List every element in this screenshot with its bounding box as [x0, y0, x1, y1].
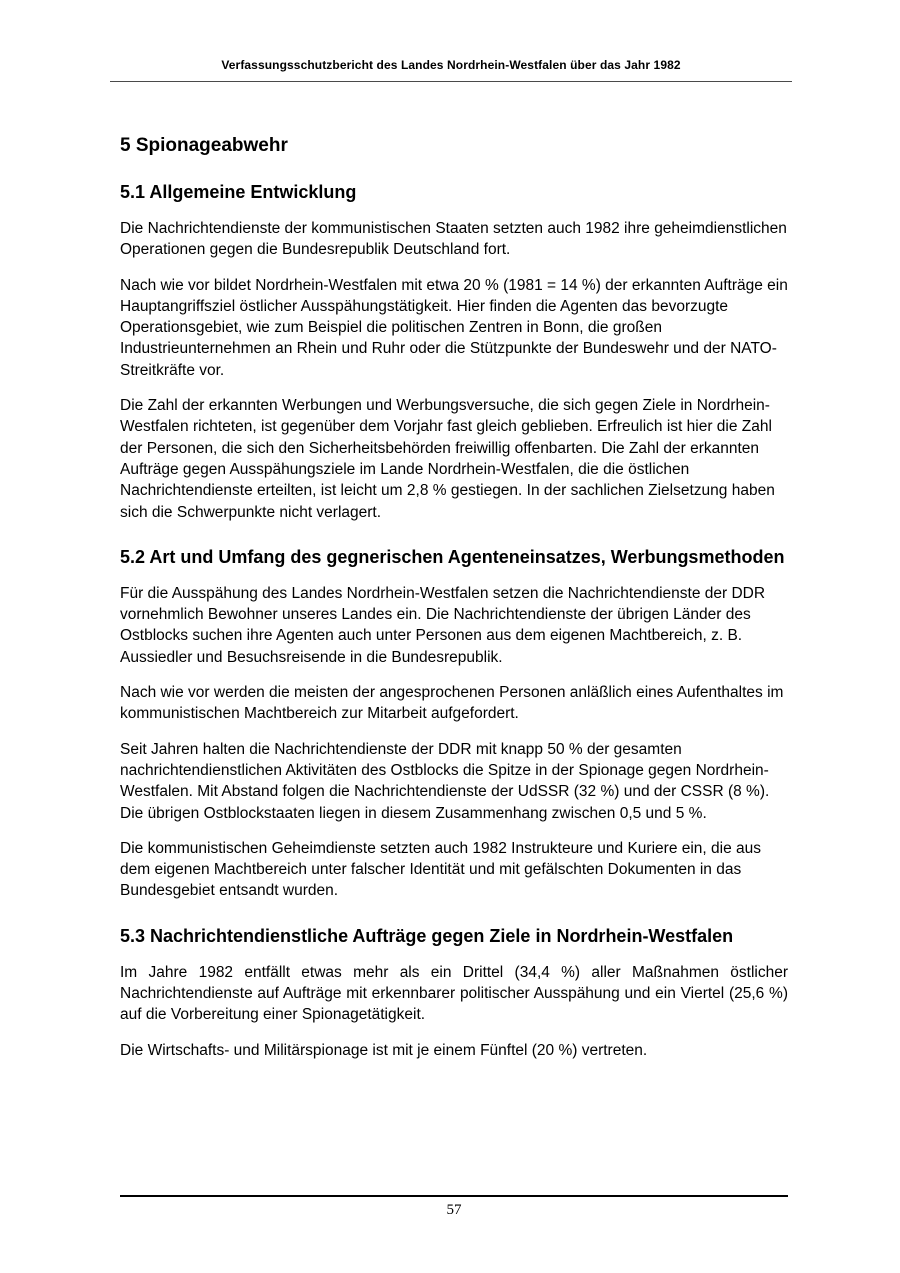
paragraph: Nach wie vor bildet Nordrhein-Westfalen mit etwa 20 % (1981 = 14 %) der erkannten Aufträge ein Hauptangriffsziel östlicher Ausspähungstätigkeit. Hier finden die Agenten das bevorzugte Operationsgebiet, wie zum Beispiel die politischen Zentren in Bonn, die großen Industrieunternehmen an Rhein und Ruhr oder die Stützpunkte der Bundeswehr und der NATO-Streitkräfte vor. — [120, 276, 788, 379]
header-rule — [110, 81, 792, 82]
paragraph: Die kommunistischen Geheimdienste setzten auch 1982 Instrukteure und Kuriere ein, die aus dem eigenen Machtbereich unter falscher Identität und mit gefälschten Dokumenten in das Bundesgebiet entsandt wurden. — [120, 839, 762, 900]
running-head-title: Verfassungsschutzbericht des Landes Nordrhein-Westfalen über das Jahr 1982 — [221, 58, 681, 72]
paragraph: Die Zahl der erkannten Werbungen und Werbungsversuche, die sich gegen Ziele in Nordrhein-Westfalen richteten, ist gegenüber dem Vorjahr fast gleich geblieben. Erfreulich ist hier die Zahl der Personen, die sich den Sicherheitsbehörden freiwillig offenbarten. Die Zahl der erkannten Aufträge gegen Ausspähungsziele im Lande Nordrhein-Westfalen, die die östlichen Nachrichtendienste erteilten, ist leicht um 2,8 % gestiegen. In der sachlichen Zielsetzung haben sich die Schwerpunkte nicht verlagert. — [120, 397, 775, 521]
section-heading-5-2: 5.2 Art und Umfang des gegnerischen Agenteneinsatzes, Werbungsmethoden — [120, 546, 785, 567]
page-number: 57 — [446, 1202, 462, 1218]
page-footer — [120, 1195, 788, 1219]
paragraph: Nach wie vor werden die meisten der angesprochenen Personen anläßlich eines Aufenthaltes im kommunistischen Machtbereich zur Mitarbeit aufgefordert. — [120, 684, 784, 723]
page-header — [110, 58, 792, 82]
paragraph: Die Wirtschafts- und Militärspionage ist mit je einem Fünftel (20 %) vertreten. — [120, 1041, 648, 1059]
paragraph: Für die Ausspähung des Landes Nordrhein-Westfalen setzen die Nachrichtendienste der DDR vornehmlich Bewohner unseres Landes ein. Die Nachrichtendienste der übrigen Länder des Ostblocks suchen ihre Agenten auch unter Personen aus dem eigenen Machtbereich, z. B. Aussiedler und Besuchsreisende in die Bundesrepublik. — [120, 584, 766, 666]
section-heading-5-3: 5.3 Nachrichtendienstliche Aufträge gegen Ziele in Nordrhein-Westfalen — [120, 925, 734, 946]
chapter-heading: 5 Spionageabwehr — [120, 135, 288, 156]
paragraph: Die Nachrichtendienste der kommunistischen Staaten setzten auch 1982 ihre geheimdienstlichen Operationen gegen die Bundesrepublik Deutschland fort. — [120, 220, 787, 259]
document-content — [120, 134, 788, 1075]
paragraph: Im Jahre 1982 entfällt etwas mehr als ein Drittel (34,4 %) aller Maßnahmen östlicher Nachrichtendienste auf Aufträge mit erkennbarer politischer Ausspähung und ein Viertel (25,6 %) auf die Vorbereitung einer Spionagetätigkeit. — [120, 963, 788, 1024]
paragraph: Seit Jahren halten die Nachrichtendienste der DDR mit knapp 50 % der gesamten nachrichtendienstlichen Aktivitäten des Ostblocks die Spitze in der Spionage gegen Nordrhein-Westfalen. Mit Abstand folgen die Nachrichtendienste der UdSSR (32 %) und der CSSR (8 %). Die übrigen Ostblockstaaten liegen in diesem Zusammenhang zwischen 0,5 und 5 %. — [120, 740, 770, 822]
section-heading-5-1: 5.1 Allgemeine Entwicklung — [120, 182, 357, 202]
footer-rule — [120, 1195, 788, 1197]
